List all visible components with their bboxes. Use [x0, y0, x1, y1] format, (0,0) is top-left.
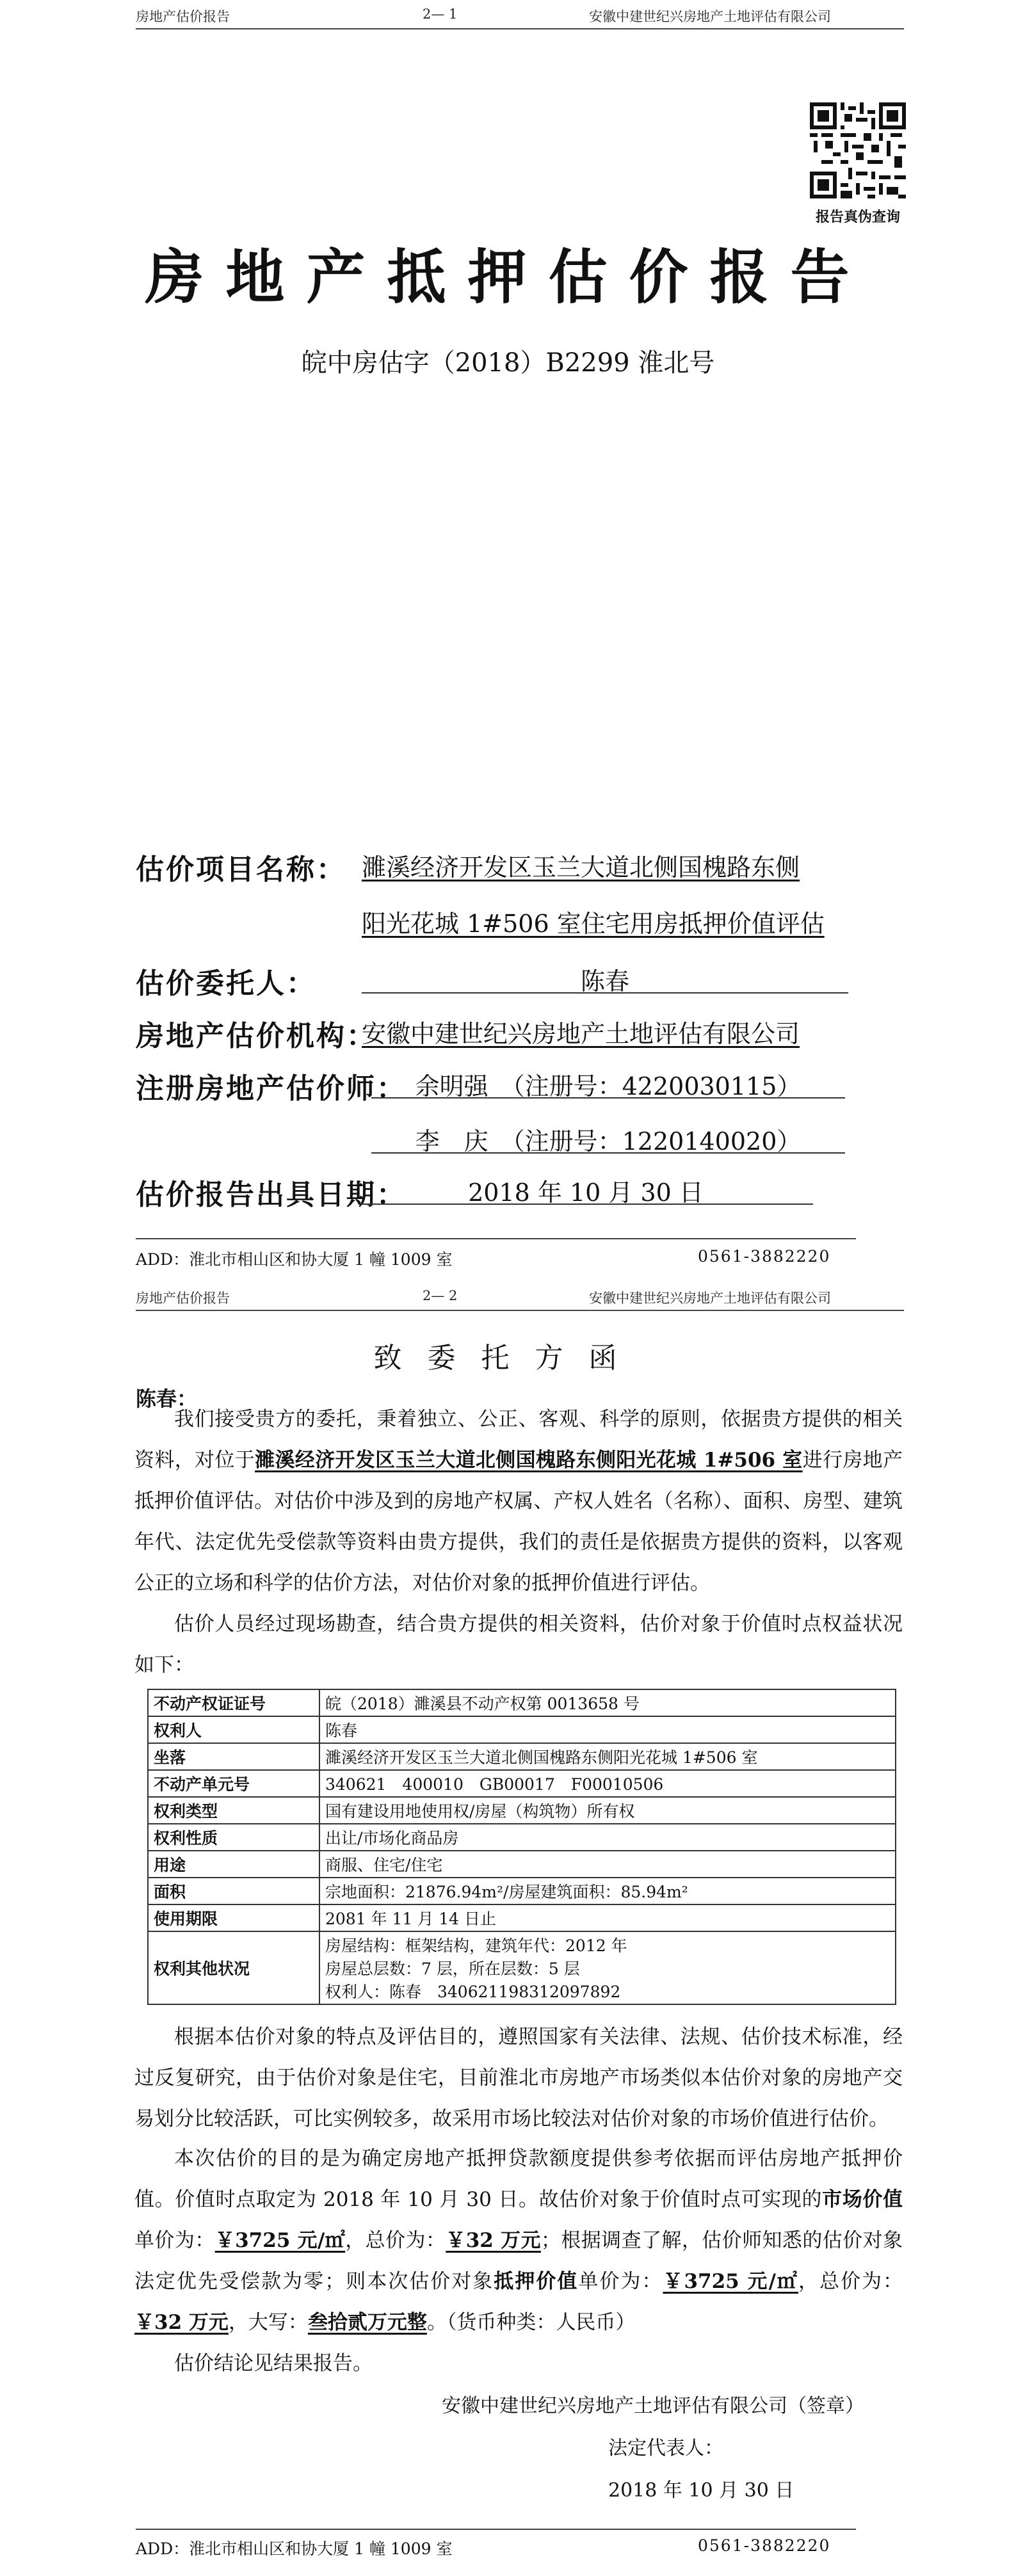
page2-header-right: 安徽中建世纪兴房地产土地评估有限公司 [589, 1291, 831, 1306]
appraiser-2: 李 庆 （注册号：1220140020） [415, 1127, 802, 1155]
mortgage-total-price: ￥32 万元 [134, 2311, 229, 2334]
market-value-label: 市场价值 [822, 2188, 903, 2211]
total-in-words: 叁拾贰万元整 [307, 2311, 427, 2334]
client-underline [362, 992, 848, 994]
signature-date: 2018 年 10 月 30 日 [608, 2479, 794, 2502]
table-row: 用途 商服、住宅/住宅 [148, 1851, 896, 1878]
report-title: 房地产抵押估价报告 [145, 243, 871, 312]
agency-value: 安徽中建世纪兴房地产土地评估有限公司 [362, 1020, 800, 1048]
page1-header-right: 安徽中建世纪兴房地产土地评估有限公司 [589, 9, 831, 24]
letter-paragraph-1: 我们接受贵方的委托，秉着独立、公正、客观、科学的原则，依据贵方提供的相关资料，对位于濉溪经济开发区玉兰大道北侧国槐路东侧阳光花城 1#506 室进行房地产抵押价值评估。对估价中涉及到的房地产权属、产权人姓名（名称）、面积、房型、建筑年代、法定优先受偿款等资料由贵方提供，我们的责任是依据贵方提供的资料，以客观公正的立场和科学的估价方法，对估价对象的抵押价值进行评估。 [134, 1408, 903, 1595]
letter-paragraph-3: 根据本估价对象的特点及评估目的，遵照国家有关法律、法规、估价技术标准，经过反复研究，由于估价对象是住宅，目前淮北市房地产市场类似本估价对象的房地产交易划分比较活跃，可比实例较多，故采用市场比较法对估价对象的市场价值进行估价。 [134, 2025, 903, 2130]
appraiser-1-underline [371, 1097, 845, 1099]
page1-header-rule [136, 28, 904, 29]
report-date-value: 2018 年 10 月 30 日 [468, 1179, 704, 1207]
page1-footer-address: ADD：淮北市相山区和协大厦 1 幢 1009 室 [136, 1250, 453, 1269]
property-address: 濉溪经济开发区玉兰大道北侧国槐路东侧阳光花城 1#506 室 [255, 1449, 803, 1472]
property-rights-table [147, 1689, 896, 2005]
mortgage-value-label: 抵押价值 [494, 2270, 579, 2293]
letter-title: 致委托方函 [373, 1342, 643, 1374]
page1-header-left: 房地产估价报告 [136, 9, 230, 24]
page2-footer-rule [136, 2529, 856, 2530]
page2-header-rule [136, 1310, 904, 1311]
page2-header-left: 房地产估价报告 [136, 1291, 230, 1306]
table-row: 权利其他状况 房屋结构：框架结构，建筑年代：2012 年 房屋总层数：7 层，所在层数：5 层 权利人：陈春 340621198312097892 [148, 1931, 896, 2004]
table-row: 使用期限 2081 年 11 月 14 日止 [148, 1904, 896, 1931]
page2-header-page-number: 2— 2 [423, 1288, 458, 1303]
letter-paragraph-2: 估价人员经过现场勘查，结合贵方提供的相关资料，估价对象于价值时点权益状况如下： [134, 1613, 903, 1677]
salutation: 陈春： [136, 1387, 198, 1411]
signature-representative: 法定代表人： [608, 2437, 723, 2459]
client-value: 陈春 [580, 967, 629, 995]
project-name-line2: 阳光花城 1#506 室住宅用房抵押价值评估 [362, 910, 825, 938]
mortgage-unit-price: ￥3725 元/㎡ [663, 2270, 798, 2293]
report-date-label: 估价报告出具日期： [136, 1179, 407, 1211]
table-row: 面积 宗地面积：21876.94m²/房屋建筑面积：85.94m² [148, 1878, 896, 1904]
table-row: 权利人 陈春 [148, 1716, 896, 1743]
page1-footer-phone: 0561-3882220 [698, 1247, 831, 1266]
page2-footer-phone: 0561-3882220 [698, 2536, 831, 2555]
appraiser-1: 余明强 （注册号：4220030115） [415, 1072, 802, 1100]
page1-footer-rule [136, 1238, 856, 1239]
report-number: 皖中房估字（2018）B2299 淮北号 [301, 348, 715, 378]
appraiser-label: 注册房地产估价师： [136, 1072, 407, 1105]
client-label: 估价委托人： [136, 967, 316, 1000]
appraiser-2-underline [371, 1152, 845, 1154]
project-name-line1: 濉溪经济开发区玉兰大道北侧国槐路东侧 [362, 853, 800, 881]
market-total-price: ￥32 万元 [446, 2229, 541, 2252]
table-row: 不动产权证证号 皖（2018）濉溪县不动产权第 0013658 号 [148, 1689, 896, 1716]
table-row: 坐落 濉溪经济开发区玉兰大道北侧国槐路东侧阳光花城 1#506 室 [148, 1743, 896, 1770]
letter-paragraph-5: 估价结论见结果报告。 [174, 2352, 373, 2375]
page2-footer-address: ADD：淮北市相山区和协大厦 1 幢 1009 室 [136, 2540, 453, 2558]
market-unit-price: ￥3725 元/㎡ [214, 2229, 346, 2252]
agency-label: 房地产估价机构： [136, 1020, 376, 1052]
qr-caption: 报告真伪查询 [815, 209, 900, 225]
page1-header-page-number: 2— 1 [423, 6, 458, 22]
signature-company: 安徽中建世纪兴房地产土地评估有限公司（签章） [442, 2395, 864, 2417]
project-name-label: 估价项目名称： [136, 853, 346, 886]
table-row: 权利性质 出让/市场化商品房 [148, 1824, 896, 1851]
qr-code-icon [810, 102, 906, 198]
letter-paragraph-4: 本次估价的目的是为确定房地产抵押贷款额度提供参考依据而评估房地产抵押价值。价值时点取定为 2018 年 10 月 30 日。故估价对象于价值时点可实现的市场价值单价为：￥3725 元/㎡，总价为：￥32 万元；根据调查了解，估价师知悉的估价对象法定优先受偿款为零；则本次估价对象抵押价值单价为：￥3725 元/㎡，总价为：￥32 万元，大写：叁拾贰万元整。（货币种类：人民币） [134, 2147, 903, 2334]
report-date-underline [359, 1203, 813, 1205]
table-row: 不动产单元号 340621 400010 GB00017 F00010506 [148, 1770, 896, 1797]
table-row: 权利类型 国有建设用地使用权/房屋（构筑物）所有权 [148, 1797, 896, 1824]
